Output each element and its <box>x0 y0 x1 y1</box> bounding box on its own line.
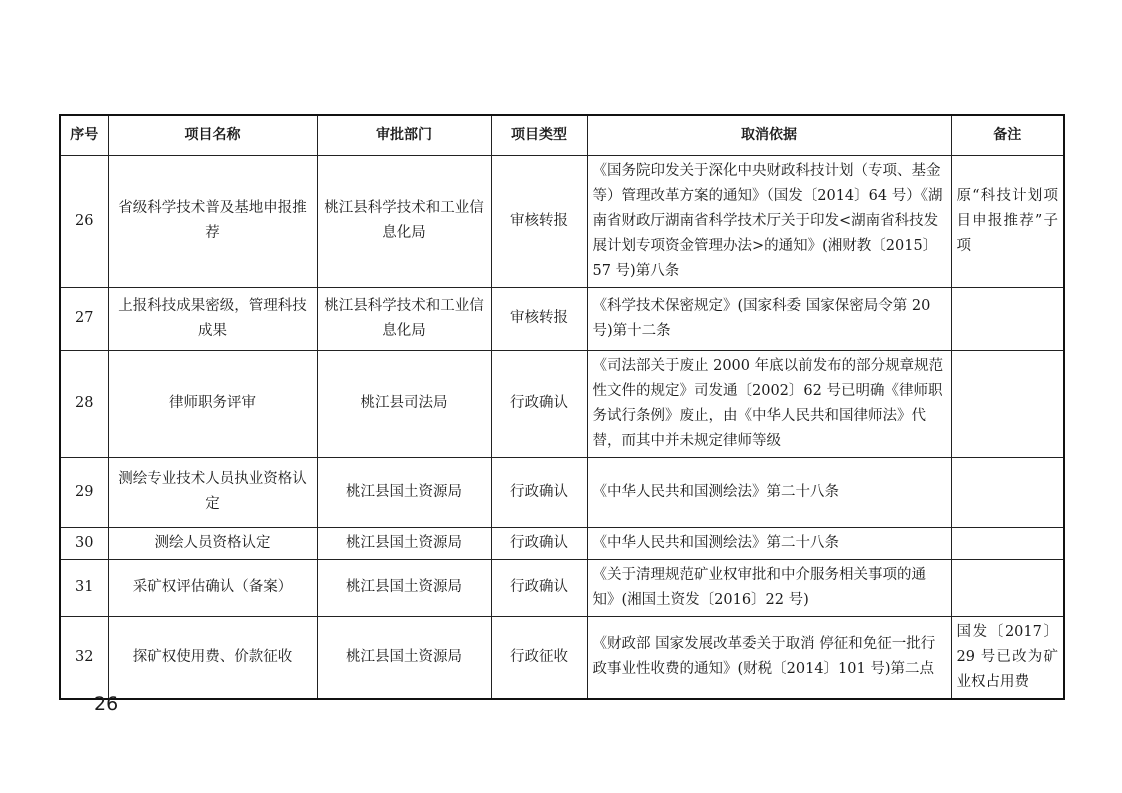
row-serial: 26 <box>60 155 108 287</box>
row-serial: 32 <box>60 616 108 699</box>
row-basis: 《关于清理规范矿业权审批和中介服务相关事项的通知》(湘国土资发〔2016〕22 号) <box>587 559 951 616</box>
revocation-table <box>59 114 1065 700</box>
row-remarks <box>951 350 1064 457</box>
header-item-name: 项目名称 <box>108 115 317 155</box>
row-basis: 《中华人民共和国测绘法》第二十八条 <box>587 457 951 527</box>
row-type: 审核转报 <box>491 155 587 287</box>
row-remarks <box>951 287 1064 350</box>
table-row <box>60 457 1064 527</box>
row-serial: 28 <box>60 350 108 457</box>
row-dept: 桃江县科学技术和工业信息化局 <box>317 155 491 287</box>
row-item-name: 探矿权使用费、价款征收 <box>108 616 317 699</box>
row-remarks: 原“科技计划项目申报推荐”子项 <box>951 155 1064 287</box>
row-basis: 《财政部 国家发展改革委关于取消 停征和免征一批行政事业性收费的通知》(财税〔2014〕101 号)第二点 <box>587 616 951 699</box>
header-serial: 序号 <box>60 115 108 155</box>
row-type: 审核转报 <box>491 287 587 350</box>
row-basis: 《中华人民共和国测绘法》第二十八条 <box>587 527 951 559</box>
page-number: 26 <box>94 693 119 715</box>
row-serial: 27 <box>60 287 108 350</box>
row-serial: 30 <box>60 527 108 559</box>
header-approval-dept: 审批部门 <box>317 115 491 155</box>
row-item-name: 测绘人员资格认定 <box>108 527 317 559</box>
table-row <box>60 350 1064 457</box>
table-row <box>60 287 1064 350</box>
row-item-name: 律师职务评审 <box>108 350 317 457</box>
header-basis: 取消依据 <box>587 115 951 155</box>
header-remarks: 备注 <box>951 115 1064 155</box>
row-remarks: 国发〔2017〕29 号已改为矿业权占用费 <box>951 616 1064 699</box>
table-row <box>60 527 1064 559</box>
row-serial: 31 <box>60 559 108 616</box>
row-dept: 桃江县国土资源局 <box>317 559 491 616</box>
row-serial: 29 <box>60 457 108 527</box>
row-remarks <box>951 457 1064 527</box>
row-type: 行政确认 <box>491 350 587 457</box>
row-remarks <box>951 527 1064 559</box>
header-item-type: 项目类型 <box>491 115 587 155</box>
row-dept: 桃江县国土资源局 <box>317 616 491 699</box>
table-row <box>60 155 1064 287</box>
row-dept: 桃江县国土资源局 <box>317 457 491 527</box>
table-row <box>60 616 1064 699</box>
row-type: 行政确认 <box>491 457 587 527</box>
table-row <box>60 559 1064 616</box>
row-item-name: 采矿权评估确认（备案） <box>108 559 317 616</box>
row-dept: 桃江县司法局 <box>317 350 491 457</box>
row-dept: 桃江县国土资源局 <box>317 527 491 559</box>
row-item-name: 省级科学技术普及基地申报推荐 <box>108 155 317 287</box>
row-remarks <box>951 559 1064 616</box>
row-type: 行政征收 <box>491 616 587 699</box>
row-type: 行政确认 <box>491 559 587 616</box>
row-item-name: 上报科技成果密级，管理科技成果 <box>108 287 317 350</box>
row-item-name: 测绘专业技术人员执业资格认定 <box>108 457 317 527</box>
row-dept: 桃江县科学技术和工业信息化局 <box>317 287 491 350</box>
row-type: 行政确认 <box>491 527 587 559</box>
row-basis: 《司法部关于废止 2000 年底以前发布的部分规章规范性文件的规定》司发通〔2002〕62 号已明确《律师职务试行条例》废止，由《中华人民共和国律师法》代替，而其中并未规定律师等级 <box>587 350 951 457</box>
row-basis: 《科学技术保密规定》(国家科委 国家保密局令第 20 号)第十二条 <box>587 287 951 350</box>
row-basis: 《国务院印发关于深化中央财政科技计划（专项、基金等）管理改革方案的通知》（国发〔2014〕64 号）《湖南省财政厅湖南省科学技术厅关于印发<湖南省科技发展计划专项资金管理办法>的通知》(湘财教〔2015〕57 号)第八条 <box>587 155 951 287</box>
header-row <box>60 115 1064 155</box>
